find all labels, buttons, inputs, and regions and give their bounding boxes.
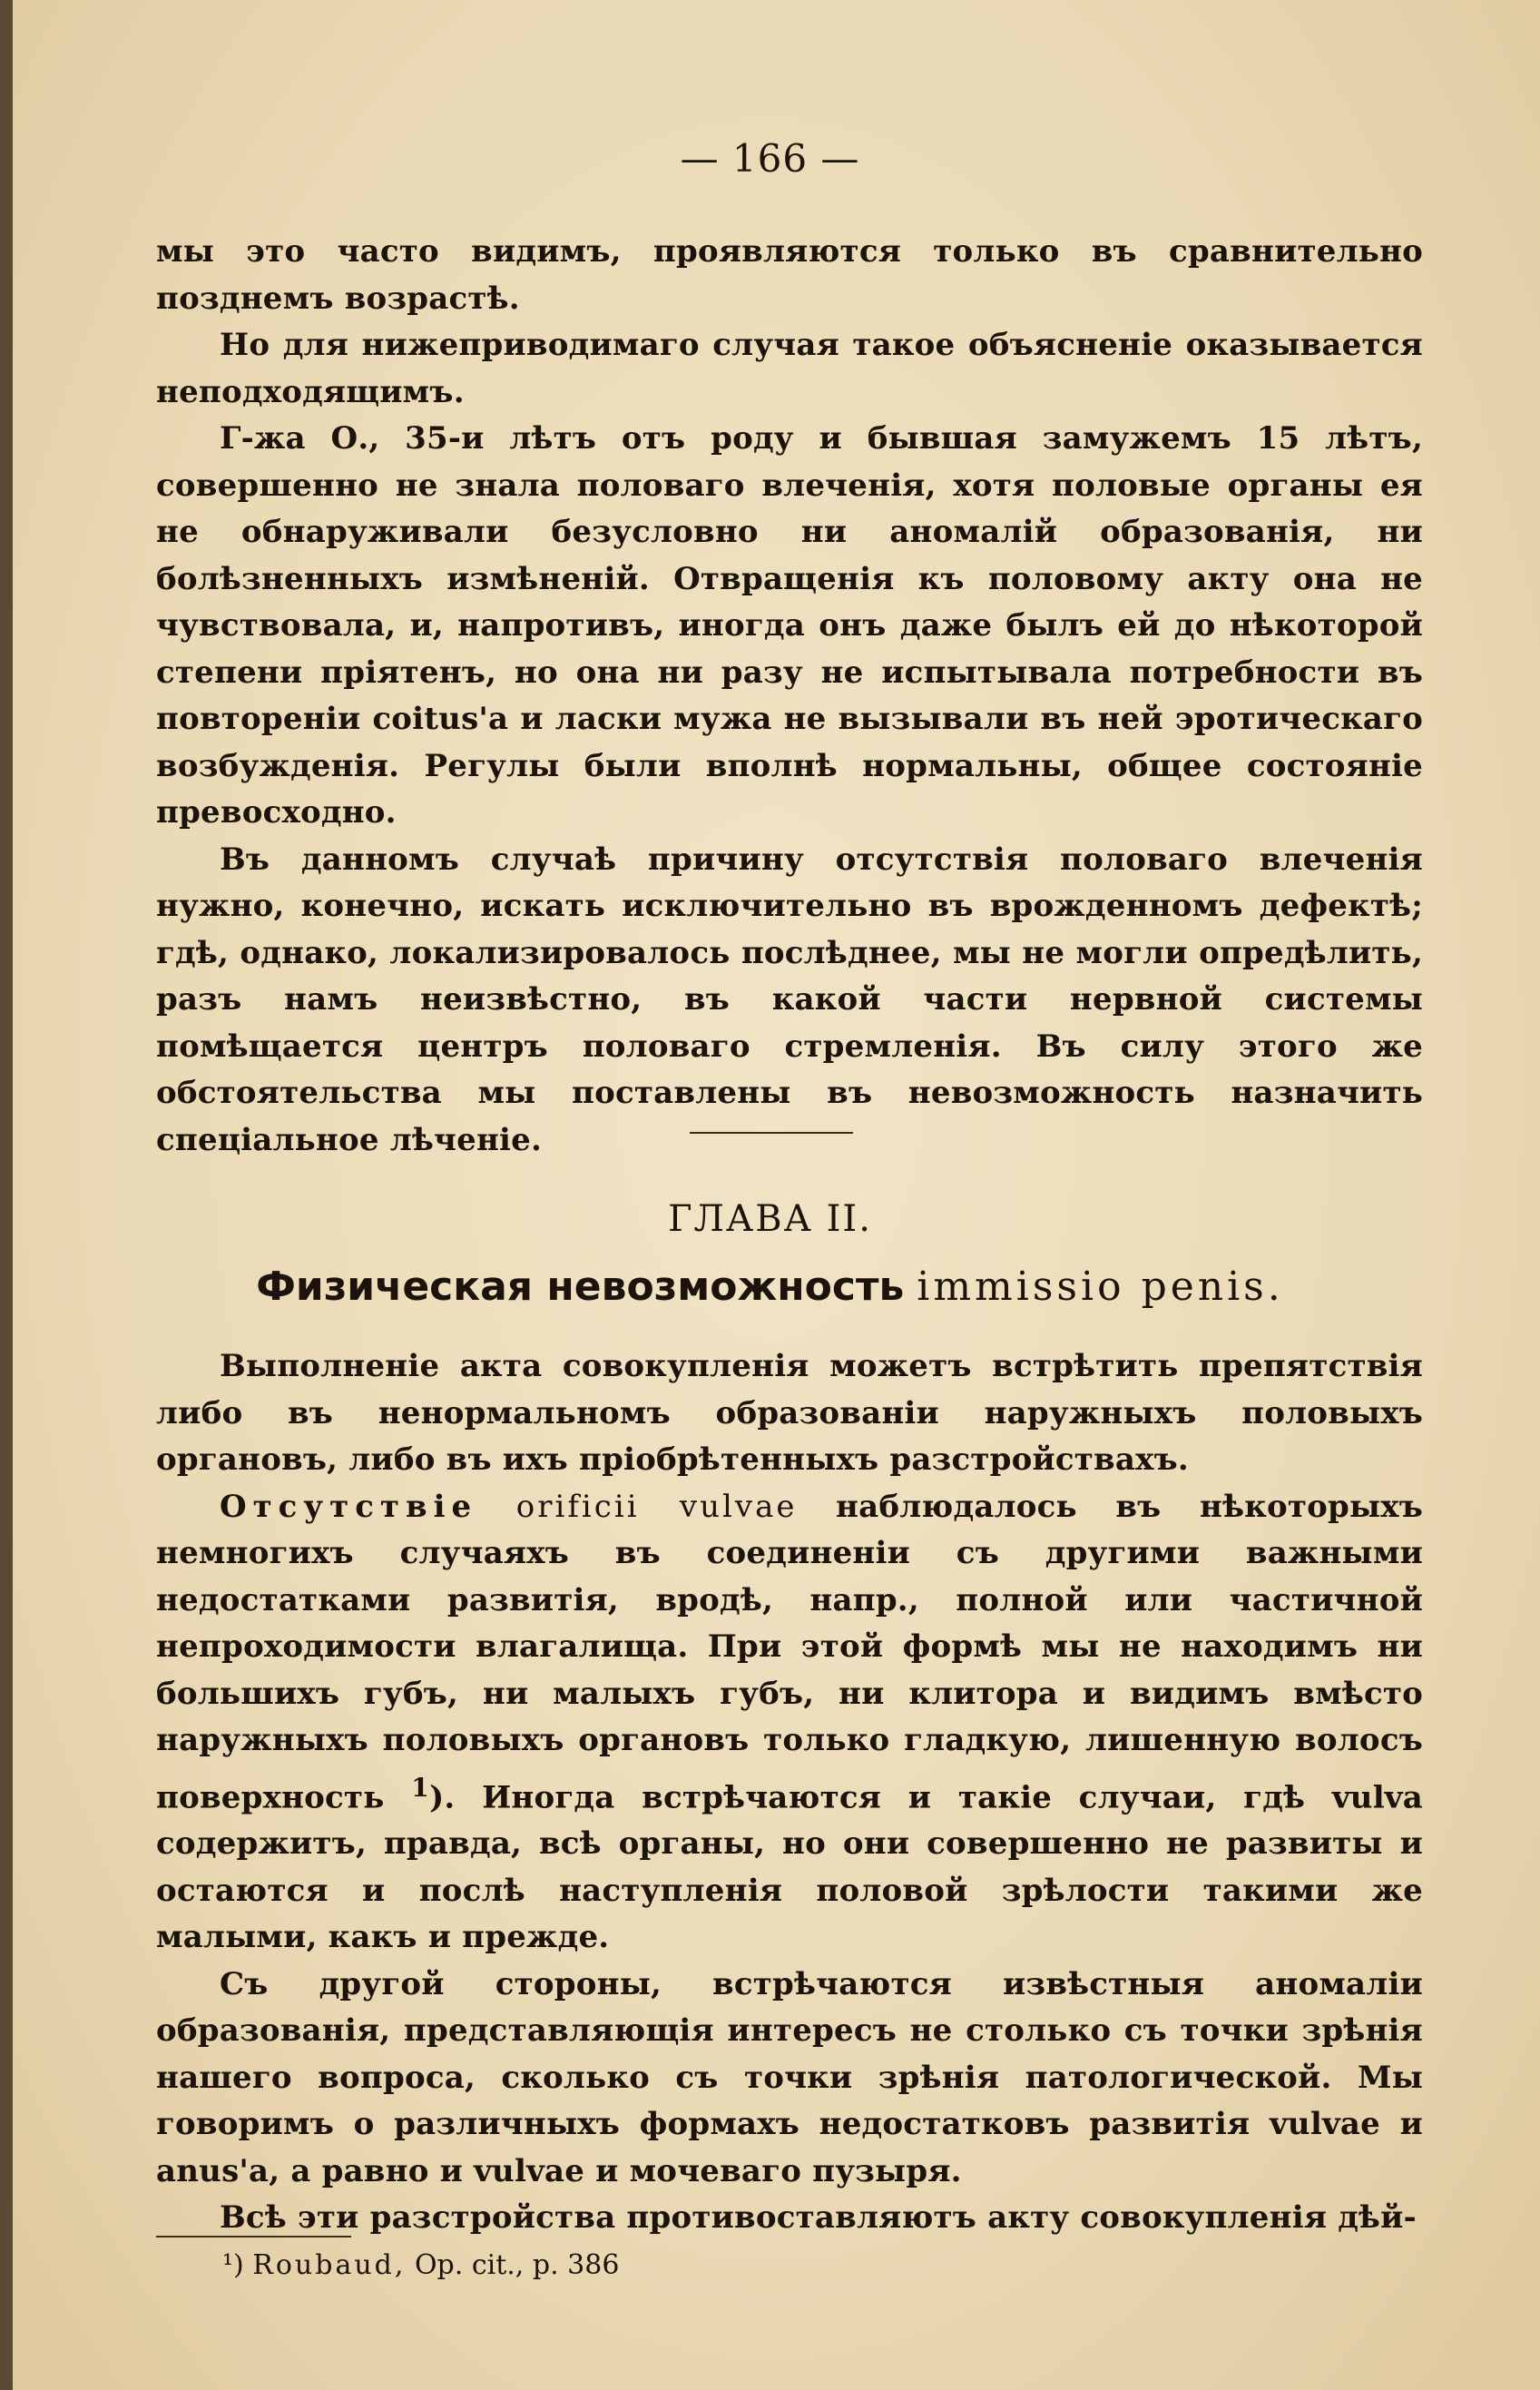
footnote xyxy=(222,2249,619,2281)
paragraph-8: Всѣ эти разстройства противоставляютъ акту совокупленія дѣй- xyxy=(220,2199,1417,2237)
footnote-rule xyxy=(156,2236,351,2238)
chapter-title-latin: immissio penis. xyxy=(917,1264,1284,1310)
paragraph-7: Съ другой стороны, встрѣчаются извѣстныя аномаліи образованія, представляющія интересъ не столько съ точки зрѣнія нашего вопроса, сколько съ точки зрѣнія патологической. Мы говоримъ о различныхъ формахъ недостатковъ развитія vulvae и anus'а, а равно и vulvae и мочеваго пузыря. xyxy=(156,1965,1423,2189)
paragraph-4: Въ данномъ случаѣ причину отсутствія половаго влеченія нужно, конечно, искать исключительно въ врожденномъ дефектѣ; гдѣ, однако, локализировалось послѣднее, мы не могли опредѣлить, разъ намъ неизвѣстно, въ какой части нервной системы помѣщается центръ половаго стремленія. Въ силу этого же обстоятельства мы поставлены въ невозможность назначить спеціальное лѣченіе. xyxy=(156,841,1423,1158)
paragraph-6-tail: ). Иногда встрѣчаются и такіе случаи, гдѣ vulva содержитъ, правда, всѣ органы, но они совершенно не развиты и остаются и послѣ наступленія половой зрѣлости такими же малыми, какъ и прежде. xyxy=(156,1778,1423,1956)
spaced-term: Отсутствіе xyxy=(220,1488,478,1525)
page-number: — 166 — xyxy=(680,136,860,181)
paragraph-2: Но для нижеприводимаго случая такое объясненіе оказывается неподходящимъ. xyxy=(156,327,1423,410)
chapter-title xyxy=(0,1264,1540,1310)
footnote-marker: ¹) xyxy=(222,2249,244,2281)
latin-term: orificii vulvae xyxy=(515,1488,798,1525)
paragraph-3: Г-жа О., 35-и лѣтъ отъ роду и бывшая замужемъ 15 лѣтъ, совершенно не знала половаго влеченія, хотя половые органы ея не обнаруживали безусловно ни аномалій образованія, ни болѣзненныхъ измѣненій. Отвращенія къ половому акту она не чувствовала, и, напротивъ, иногда онъ даже былъ ей до нѣкоторой степени пріятенъ, но она ни разу не испытывала потребности въ повтореніи coitus'а и ласки мужа не вызывали въ ней эротическаго возбужденія. Регулы были вполнѣ нормальны, общее состояніе превосходно. xyxy=(156,420,1423,831)
chapter-label: ГЛАВА II. xyxy=(668,1198,872,1240)
top-text-block xyxy=(156,229,1423,1164)
bottom-text-block xyxy=(156,1343,1423,2242)
paragraph-1: мы это часто видимъ, проявляются только въ сравнительно позднемъ возрастѣ. xyxy=(156,233,1423,317)
paragraph-6-body: наблюдалось въ нѣкоторыхъ немногихъ случаяхъ въ соединеніи съ другими важными недостатками развитія, вродѣ, напр., полной или частичной непроходимости влагалища. При этой формѣ мы не находимъ ни большихъ губъ, ни малыхъ губъ, ни клитора и видимъ вмѣсто наружныхъ половыхъ органовъ только гладкую, лишенную волосъ поверхность xyxy=(156,1488,1423,1815)
footnote-citation: Op. cit., p. 386 xyxy=(406,2249,620,2281)
section-separator xyxy=(690,1132,853,1134)
paragraph-5: Выполненіе акта совокупленія можетъ встрѣтить препятствія либо въ ненормальномъ образованіи наружныхъ половыхъ органовъ, либо въ ихъ пріобрѣтенныхъ разстройствахъ. xyxy=(156,1348,1423,1478)
paragraph-6 xyxy=(156,1484,1423,1962)
chapter-title-russian: Физическая невозможность xyxy=(256,1264,905,1310)
footnote-author: Roubaud, xyxy=(252,2249,407,2281)
page-edge-shadow xyxy=(0,0,13,2390)
footnote-reference: 1 xyxy=(411,1771,430,1803)
